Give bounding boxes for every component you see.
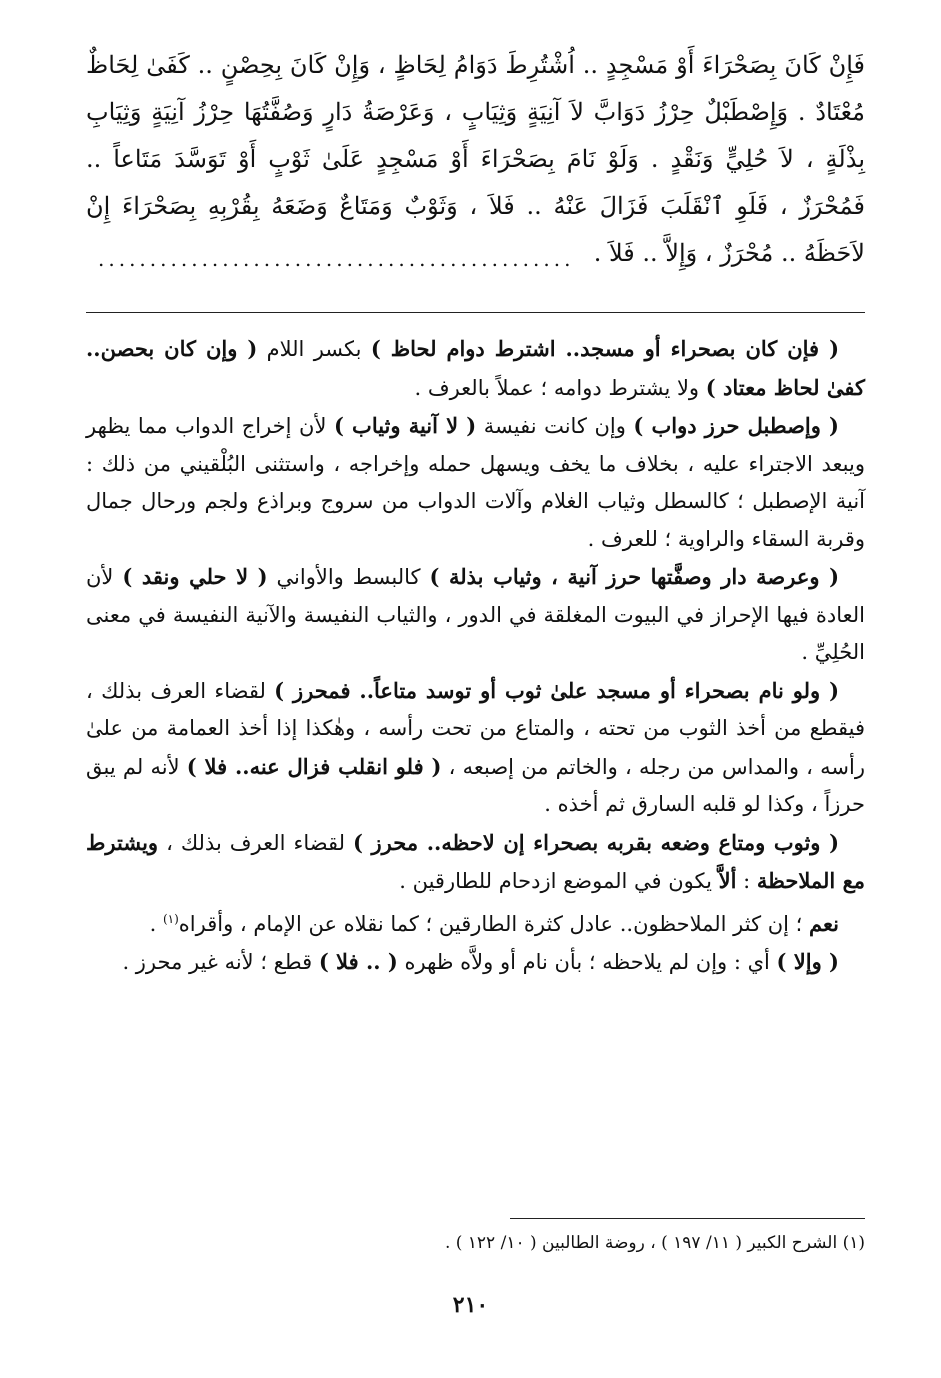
footnote: (١) الشرح الكبير ( ١١/ ١٩٧ ) ، روضة الطالبين ( ١٠/ ١٢٢ ) . [444, 1233, 865, 1253]
quoted-matn-text: نعم [809, 910, 839, 936]
commentary-block [86, 330, 865, 982]
footnote-separator-line [510, 1218, 865, 1219]
commentary-paragraph [86, 901, 865, 944]
commentary-paragraph [86, 407, 865, 558]
quoted-matn-text: ( لا آنية وثياب ) [333, 413, 477, 438]
quoted-matn-text: ( فلو انقلب فزال عنه.. فلا ) [186, 753, 442, 779]
main-text-paragraph: فَإِنْ كَانَ بِصَحْرَاءَ أَوْ مَسْجِدٍ .. اُشْتُرِطَ دَوَامُ لِحَاظٍ ، وَإِنْ كَانَ بِحِصْنٍ .. كَفَىٰ لِحَاظٌ مُعْتَادٌ . وَإِصْطَبْلٌ حِرْزُ دَوَابَّ لاَ آنِيَةٍ وَثِيَابٍ ، وَعَرْصَةُ دَارٍ وَصُفَّتُهَا حِرْزُ آنِيَةٍ وَثِيَابِ بِذْلَةٍ ، لاَ حُلِيٍّ وَنَقْدٍ . وَلَوْ نَامَ بِصَحْرَاءَ أَوْ مَسْجِدٍ عَلَىٰ ثَوْبٍ أَوْ تَوَسَّدَ مَتَاعاً .. فَمُحْرَزٌ ، فَلَوِ ٱنْقَلَبَ فَزَالَ عَنْهُ .. فَلاَ ، وَثَوْبٌ وَمَتَاعٌ وَضَعَهُ بِقُرْبِهِ بِصَحْرَاءَ إِنْ لاَحَظَهُ .. مُحْرَزٌ ، وَإِلاَّ .. فَلاَ . [86, 51, 865, 267]
commentary-text: لأن العادة فيها الإحراز في البيوت المغلقة في الدور ، والثياب النفيسة والآنية النفيسة في معنى الحُلِيِّ . [86, 565, 865, 664]
commentary-text: لأن إخراج الدواب مما يظهر ويبعد الاجتراء عليه ، بخلاف ما يخف ويسهل حمله وإخراجه ، واستثنى البُلْقيني من ذلك : آنية الإصطبل ؛ كالسطل وثياب الغلام وآلات الدواب من سروج وبراذع ولجم ورحال جمال وقربة السقاء والراوية ؛ للعرف . [86, 414, 865, 551]
main-text-block [86, 42, 865, 277]
commentary-paragraph [86, 672, 865, 824]
commentary-text: ؛ إن كثر الملاحظون.. عادل كثرة الطارقين ؛ كما نقلاه عن الإمام ، وأقراه [178, 911, 810, 936]
commentary-text: . [149, 911, 163, 936]
commentary-text: كالبسط والأواني [267, 565, 430, 589]
commentary-paragraph [86, 558, 865, 672]
commentary-paragraph [86, 943, 865, 982]
commentary-text: بكسر اللام [257, 337, 371, 361]
commentary-text: قطع ؛ لأنه غير محرز . [122, 950, 319, 974]
commentary-text: : [736, 869, 757, 893]
quoted-matn-text: ( فإن كان بصحراء أو مسجد.. اشترط دوام لحاظ ) [370, 336, 840, 361]
quoted-matn-text: ( لا حلي ونقد ) [122, 564, 268, 589]
commentary-text: لقضاء العرف بذلك ، [158, 830, 353, 855]
footnote-marker: (١) [162, 911, 179, 926]
page-number: ٢١٠ [452, 1292, 489, 1318]
quoted-matn-text: ( .. فلا ) [318, 949, 398, 974]
quoted-matn-text: ويشترط مع الملاحظة [86, 829, 865, 893]
commentary-text: يكون في الموضع ازدحام للطارقين . [399, 869, 719, 893]
commentary-text: ولا يشترط دوامه ؛ عملاً بالعرف . [414, 375, 706, 400]
quoted-matn-text: ( وإصطبل حرز دواب ) [633, 413, 839, 438]
dotted-leader: .............................................. [98, 247, 575, 271]
commentary-text: وإن كانت نفيسة [476, 414, 634, 438]
quoted-matn-text: ( وثوب ومتاع وضعه بقربه بصحراء إن لاحظه.. محرز ) [352, 829, 839, 855]
commentary-text: لقضاء العرف بذلك ، فيقطع من أخذ الثوب من تحته ، والمتاع من تحت رأسه ، وهٰكذا إذا أخذ العمامة من علىٰ رأسه ، والمداس من رجله ، والخاتم من إصبعه ، [86, 678, 865, 779]
quoted-matn-text: ألاَّ [718, 868, 737, 893]
commentary-paragraph [86, 330, 865, 407]
quoted-matn-text: ( وإن كان بحصن.. كفىٰ لحاظ معتاد ) [86, 336, 865, 400]
quoted-matn-text: ( ولو نام بصحراء أو مسجد علىٰ ثوب أو توسد متاعاً.. فمحرز ) [274, 677, 840, 703]
commentary-text: أي : وإن لم يلاحظه ؛ بأن نام أو ولاَّه ظهره [397, 950, 777, 974]
quoted-matn-text: ( وإلا ) [776, 949, 839, 974]
commentary-paragraph [86, 824, 865, 901]
commentary-text: لأنه لم يبق حرزاً ، وكذا لو قلبه السارق ثم أخذه . [86, 754, 865, 816]
quoted-matn-text: ( وعرصة دار وصفَّتها حرز آنية ، وثياب بذلة ) [429, 564, 840, 589]
main-separator-line [86, 312, 865, 313]
